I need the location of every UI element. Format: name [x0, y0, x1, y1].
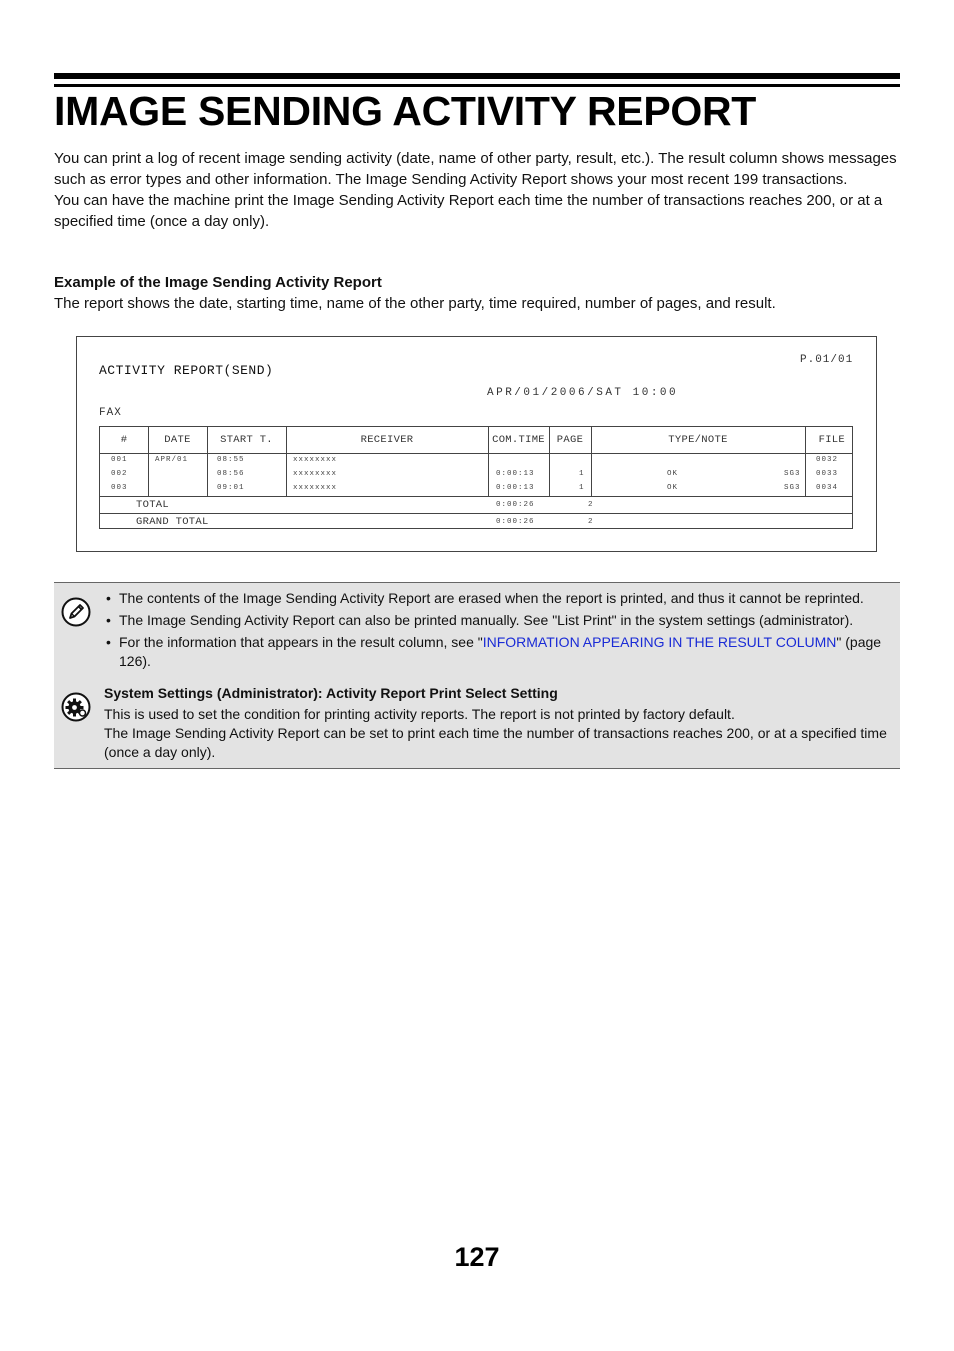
note-item-manual: • The Image Sending Activity Report can also be printed manually. See "List Print" in the system settings (administrator).: [106, 611, 896, 630]
pencil-note-icon: [61, 597, 91, 627]
row-date: APR/01: [155, 456, 189, 464]
row-page: 1: [579, 484, 585, 492]
row-file: 0033: [816, 470, 839, 478]
grand-total-page: 2: [588, 518, 594, 526]
row-num: 002: [111, 470, 128, 478]
report-table: [99, 426, 853, 529]
grand-total-label: GRAND TOTAL: [136, 516, 209, 528]
row-start: 08:55: [217, 456, 245, 464]
table-header-divider: [100, 453, 852, 454]
total-label: TOTAL: [136, 499, 170, 511]
col-header-comtime: COM.TIME: [492, 434, 545, 446]
result-column-link[interactable]: INFORMATION APPEARING IN THE RESULT COLUMN: [482, 634, 837, 650]
page-title: IMAGE SENDING ACTIVITY REPORT: [54, 88, 757, 134]
report-mode: FAX: [99, 407, 122, 419]
example-description: The report shows the date, starting time, name of the other party, time required, number of pages, and result.: [54, 295, 776, 312]
col-header-page: PAGE: [556, 434, 584, 446]
row-type: OK: [667, 470, 679, 478]
note-text: " (page 126).: [119, 634, 882, 669]
report-title: ACTIVITY REPORT(SEND): [99, 363, 274, 378]
row-file: 0034: [816, 484, 839, 492]
system-settings-paragraph-2: The Image Sending Activity Report can be set to print each time the number of transactions reaches 200, or at a specified time (once a day only).: [104, 725, 887, 760]
intro-section: [54, 148, 904, 232]
col-header-start: START T.: [220, 434, 273, 446]
col-header-date: DATE: [164, 434, 191, 446]
row-receiver: xxxxxxxx: [293, 484, 338, 492]
total-comtime: 0:00:26: [496, 501, 535, 509]
header-rule-thick: [54, 73, 900, 79]
note-item-erased: • The contents of the Image Sending Activity Report are erased when the report is printed, and thus it cannot be reprinted.: [106, 589, 896, 608]
system-settings-box: [54, 679, 900, 769]
row-receiver: xxxxxxxx: [293, 456, 338, 464]
gear-settings-icon: [61, 692, 91, 722]
example-heading: Example of the Image Sending Activity Report: [54, 274, 382, 291]
note-item-result-column: [106, 633, 896, 671]
col-header-receiver: RECEIVER: [360, 434, 414, 446]
page-number: 127: [454, 1242, 500, 1272]
note-list: [106, 589, 896, 674]
table-body-divider: [100, 496, 852, 497]
row-mode: SG3: [784, 470, 801, 478]
system-settings-heading: System Settings (Administrator): Activity Report Print Select Setting: [104, 685, 558, 701]
system-settings-paragraph-1: This is used to set the condition for printing activity reports. The report is not printed by factory default.: [104, 706, 735, 722]
report-page-number: P.01/01: [800, 354, 854, 366]
row-type: OK: [667, 484, 679, 492]
table-total-divider: [100, 513, 852, 514]
row-receiver: xxxxxxxx: [293, 470, 338, 478]
intro-paragraph-1: You can print a log of recent image sending activity (date, name of other party, result, etc.). The result column shows messages such as error types and other information. The Image Sending Activity Report shows your most recent 199 transactions.: [54, 150, 897, 188]
grand-total-comtime: 0:00:26: [496, 518, 535, 526]
row-start: 09:01: [217, 484, 245, 492]
intro-paragraph-2: You can have the machine print the Image Sending Activity Report each time the number of transactions reaches 200, or at a specified time (once a day only).: [54, 192, 883, 230]
row-start: 08:56: [217, 470, 245, 478]
col-header-file: FILE: [818, 434, 845, 446]
total-page: 2: [588, 501, 594, 509]
header-rule-thin: [54, 84, 900, 87]
note-box: [54, 582, 900, 680]
row-num: 003: [111, 484, 128, 492]
col-header-num: #: [120, 434, 128, 446]
system-settings-body: [104, 705, 894, 762]
col-header-type: TYPE/NOTE: [668, 434, 728, 446]
row-mode: SG3: [784, 484, 801, 492]
note-text: For the information that appears in the result column, see ": [119, 634, 483, 650]
row-num: 001: [111, 456, 128, 464]
report-datetime: APR/01/2006/SAT 10:00: [487, 387, 679, 399]
row-page: 1: [579, 470, 585, 478]
row-file: 0032: [816, 456, 839, 464]
row-comtime: 0:00:13: [496, 484, 535, 492]
row-comtime: 0:00:13: [496, 470, 535, 478]
